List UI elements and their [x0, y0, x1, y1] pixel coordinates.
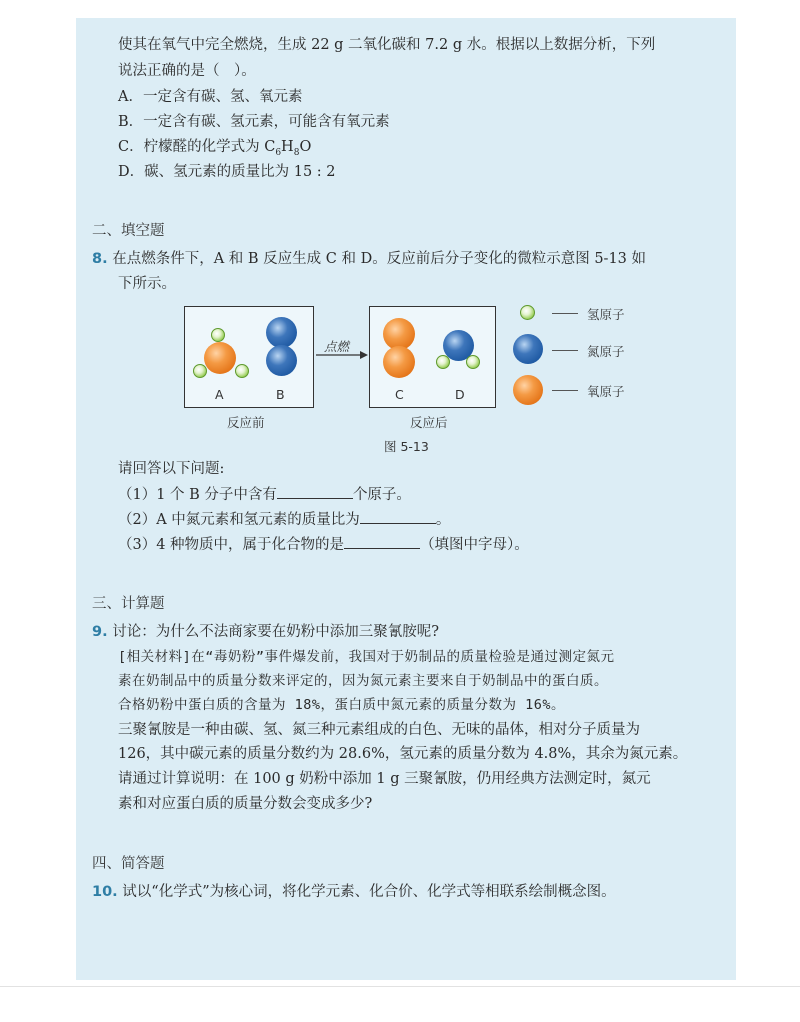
legend-line: [552, 313, 578, 314]
q8-prompt: 请回答以下问题:: [118, 461, 225, 477]
q10-line1: 10. 试以“化学式”为核心词，将化学元素、化合价、化学式等相联系绘制概念图。: [92, 884, 616, 900]
legend-line: [552, 390, 578, 391]
q7-option-a: A．一定含有碳、氢、氧元素: [118, 89, 303, 105]
label-a: A: [215, 387, 224, 402]
legend-nitrogen: 氮原子: [587, 344, 625, 359]
reaction-arrow-icon: [316, 350, 370, 360]
label-c: C: [395, 387, 404, 402]
bottom-divider: [0, 986, 800, 987]
oxygen-legend-icon: [513, 375, 543, 405]
q7-option-c: C．柠檬醛的化学式为 $C_6H_8O$: [118, 139, 312, 158]
q7-option-d: D．碳、氢元素的质量比为 15 : 2: [118, 164, 336, 180]
caption-after: 反应后: [410, 415, 448, 430]
label-d: D: [455, 387, 465, 402]
oxygen-atom-icon: [204, 342, 236, 374]
answer-blank[interactable]: [277, 483, 353, 499]
legend-line: [552, 350, 578, 351]
q9-material-line1: [相关材料]在“毒奶粉”事件爆发前，我国对于奶制品的质量检验是通过测定氮元: [118, 649, 615, 665]
q7-line2: 说法正确的是（ ）。: [118, 63, 256, 79]
nitrogen-legend-icon: [513, 334, 543, 364]
hydrogen-atom-icon: [193, 364, 207, 378]
section-title-calculation: 三、计算题: [92, 596, 165, 612]
q9-para-line3: 请通过计算说明：在 100 g 奶粉中添加 1 g 三聚氰胺，仍用经典方法测定时，氮元: [118, 771, 651, 787]
label-b: B: [276, 387, 285, 402]
q8-sub2: （2）A 中氮元素和氢元素的质量比为 。: [118, 508, 450, 531]
q8-sub3: （3）4 种物质中，属于化合物的是 （填图中字母）。: [118, 533, 529, 556]
oxygen-atom-icon: [383, 346, 415, 378]
nitrogen-atom-icon: [266, 317, 297, 348]
section-title-short-answer: 四、简答题: [92, 856, 165, 872]
arrow-label: 点燃: [324, 339, 350, 354]
q9-material-line3: 合格奶粉中蛋白质的含量为 18%，蛋白质中氮元素的质量分数为 16%。: [118, 697, 566, 713]
q8-sub1: （1）1 个 B 分子中含有 个原子。: [118, 483, 411, 506]
q9-para-line4: 素和对应蛋白质的质量分数会变成多少?: [118, 796, 373, 812]
caption-before: 反应前: [227, 415, 265, 430]
q9-number: 9.: [92, 624, 108, 640]
answer-blank[interactable]: [360, 508, 436, 524]
nitrogen-atom-icon: [266, 345, 297, 376]
q9-para-line1: 三聚氰胺是一种由碳、氢、氮三种元素组成的白色、无味的晶体，相对分子质量为: [118, 722, 640, 738]
hydrogen-atom-icon: [235, 364, 249, 378]
q7-option-b: B．一定含有碳、氢元素，可能含有氧元素: [118, 114, 390, 130]
q8-line1: 8. 在点燃条件下，A 和 B 反应生成 C 和 D。反应前后分子变化的微粒示意图 5-13 如: [92, 251, 647, 267]
section-title-fill-blank: 二、填空题: [92, 223, 165, 239]
hydrogen-atom-icon: [466, 355, 480, 369]
legend-hydrogen: 氢原子: [587, 307, 625, 322]
figure-caption: 图 5-13: [384, 439, 429, 454]
q8-line2: 下所示。: [118, 276, 176, 292]
hydrogen-legend-icon: [520, 305, 535, 320]
q10-number: 10.: [92, 884, 118, 900]
q9-para-line2: 126，其中碳元素的质量分数约为 28.6%，氢元素的质量分数为 4.8%，其余为氮元素。: [118, 746, 688, 762]
hydrogen-atom-icon: [436, 355, 450, 369]
q9-material-line2: 素在奶制品中的质量分数来评定的，因为氮元素主要来自于奶制品中的蛋白质。: [118, 673, 608, 689]
legend-oxygen: 氧原子: [587, 384, 625, 399]
q8-number: 8.: [92, 251, 108, 267]
hydrogen-atom-icon: [211, 328, 225, 342]
answer-blank[interactable]: [344, 533, 420, 549]
q9-line1: 9. 讨论：为什么不法商家要在奶粉中添加三聚氰胺呢?: [92, 624, 439, 640]
q7-line1: 使其在氧气中完全燃烧，生成 22 g 二氧化碳和 7.2 g 水。根据以上数据分析，下列: [118, 37, 656, 53]
